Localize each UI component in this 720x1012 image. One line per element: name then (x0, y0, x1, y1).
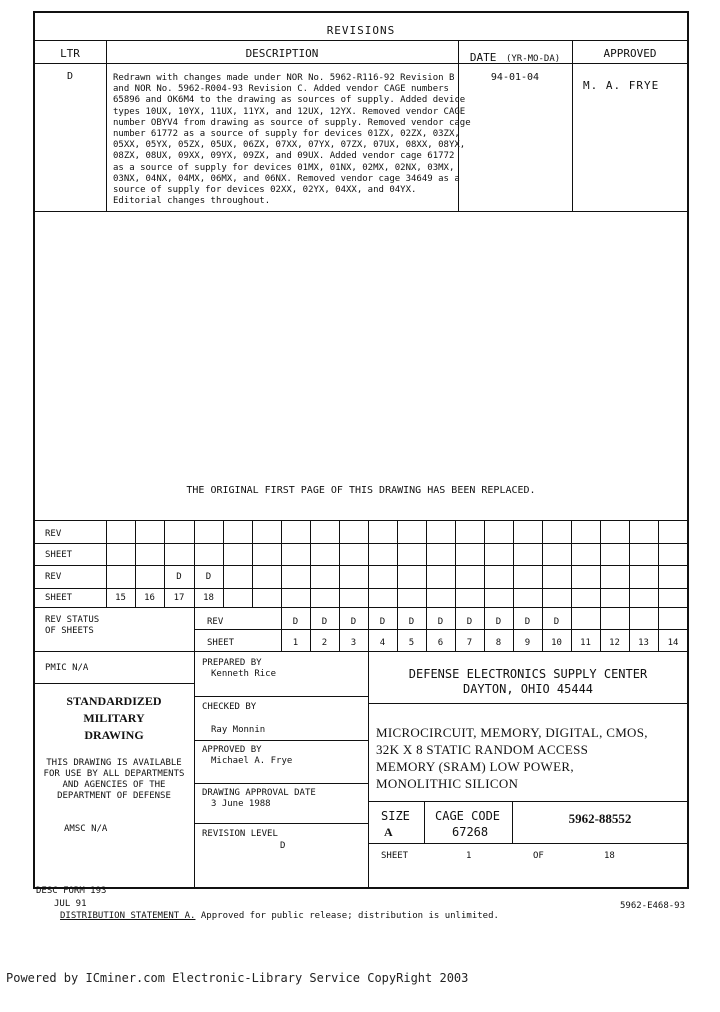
rev-status-cell-2: D (321, 617, 328, 627)
supply-center-name: DEFENSE ELECTRONICS SUPPLY CENTER (408, 667, 648, 681)
col-ltr-header: LTR (60, 47, 80, 60)
status-sheet-1: 1 (292, 638, 299, 648)
col-description-header: DESCRIPTION (245, 47, 319, 60)
status-sheet-8: 8 (495, 638, 502, 648)
prepared-by-name: Kenneth Rice (211, 669, 277, 679)
prepared-by-label: PREPARED BY (202, 658, 262, 668)
status-sheet-2: 2 (321, 638, 328, 648)
rev-label-row5: REV (207, 617, 224, 627)
status-sheet-14: 14 (667, 638, 679, 648)
supply-center-location: DAYTON, OHIO 45444 (462, 682, 594, 696)
form-number: DESC FORM 193 (36, 886, 107, 896)
status-sheet-3: 3 (350, 638, 357, 648)
status-sheet-6: 6 (437, 638, 444, 648)
powered-by-notice: Powered by ICminer.com Electronic-Library Service CopyRight 2003 (6, 971, 469, 985)
status-sheet-12: 12 (609, 638, 620, 648)
approved-by-name: Michael A. Frye (211, 756, 293, 766)
cage-code-label: CAGE CODE (435, 809, 501, 823)
rev-status-cell-10: D (553, 617, 560, 627)
status-sheet-13: 13 (638, 638, 649, 648)
sheet-value: 1 (466, 851, 472, 861)
status-sheet-4: 4 (379, 638, 386, 648)
revision-approved: M. A. FRYE (583, 79, 660, 92)
pmic-label: PMIC N/A (45, 663, 89, 673)
replaced-notice: THE ORIGINAL FIRST PAGE OF THIS DRAWING HAS BEEN REPLACED. (186, 485, 536, 496)
sheet-label-row4: SHEET (45, 593, 73, 603)
title-line-2: 32K X 8 STATIC RANDOM ACCESS (376, 742, 589, 757)
checked-by-label: CHECKED BY (202, 702, 257, 712)
of-value: 18 (604, 851, 615, 861)
drawing-number: 5962-88552 (568, 811, 632, 826)
of-label: OF (533, 851, 544, 861)
approved-by-label: APPROVED BY (202, 745, 262, 755)
size-value: A (384, 825, 393, 839)
revision-date: 94-01-04 (490, 72, 540, 83)
approval-date-value: 3 June 1988 (211, 799, 271, 809)
amsc-label: AMSC N/A (64, 824, 108, 834)
rev-status-cell-3: D (350, 617, 357, 627)
standardized-title: STANDARDIZED (66, 694, 162, 708)
revision-description: Redrawn with changes made under NOR No. 5962-R116-92 Revision B and NOR No. 5962-R004-93 Revision C. Added vendor CAGE numbers 65896 and OK6M4 to the drawing as sources of supply. Added device types 10UX, 10YX, 11UX, 11YX, and 12UX, 12YX. Removed vendor CAGE number OBYV4 from drawing as source of supply. Removed vendor cage number 61772 as a source of supply for devices 01ZX, 02ZX, 03ZX, 05XX, 05YX, 05ZX, 05UX, 06ZX, 07XX, 07YX, 07ZX, 07UX, 08XX, 08YX, 08ZX, 08UX, 09XX, 09YX, 09ZX, and 09UX. Added vendor cage 61772 as a source of supply for devices 01MX, 01NX, 02MX, 02NX, 03MX, 03NX, 04NX, 04MX, 06MX, and 06NX. Removed vendor cage 34649 as a source of supply for devices 02XX, 02YX, 04XX, and 04YX. Editorial changes throughout. (113, 73, 471, 207)
revision-level-value: D (280, 841, 286, 851)
sheet-cell-15: 15 (115, 593, 126, 603)
title-line-4: MONOLITHIC SILICON (376, 776, 519, 791)
document-number: 5962-E468-93 (620, 901, 686, 911)
rev-status-cell-7: D (466, 617, 473, 627)
cage-code-value: 67268 (452, 825, 489, 839)
checked-by-name: Ray Monnin (211, 725, 266, 735)
rev-status-cell-1: D (292, 617, 299, 627)
sheet-label: SHEET (381, 851, 409, 861)
status-sheet-7: 7 (466, 638, 473, 648)
col-date-header: DATE (YR-MO-DA) (469, 51, 561, 64)
revisions-title: REVISIONS (326, 24, 396, 37)
approval-date-label: DRAWING APPROVAL DATE (202, 788, 316, 798)
rev-cell-sheet-18: D (205, 572, 212, 582)
availability-line-4: DEPARTMENT OF DEFENSE (57, 791, 171, 801)
rev-status-cell-5: D (408, 617, 415, 627)
rev-label-row1: REV (45, 529, 62, 539)
form-date: JUL 91 (54, 899, 87, 909)
rev-cell-sheet-17: D (176, 572, 182, 582)
availability-line-1: THIS DRAWING IS AVAILABLE (46, 758, 182, 768)
sheet-label-row2: SHEET (45, 550, 73, 560)
rev-status-label-1: REV STATUS (45, 615, 100, 625)
revision-level-label: REVISION LEVEL (202, 829, 278, 839)
status-sheet-11: 11 (580, 638, 591, 648)
rev-label-row3: REV (45, 572, 62, 582)
status-sheet-10: 10 (551, 638, 562, 648)
distribution-statement: DISTRIBUTION STATEMENT A. Approved for public release; distribution is unlimited. (60, 911, 499, 921)
sheet-label-row6: SHEET (207, 638, 235, 648)
rev-status-cell-8: D (495, 617, 502, 627)
status-sheet-9: 9 (524, 638, 531, 648)
rev-status-cell-9: D (524, 617, 531, 627)
title-line-3: MEMORY (SRAM) LOW POWER, (376, 759, 574, 774)
col-approved-header: APPROVED (603, 47, 657, 60)
availability-line-2: FOR USE BY ALL DEPARTMENTS (43, 769, 185, 779)
drawing-title: DRAWING (84, 728, 144, 742)
rev-status-cell-6: D (437, 617, 444, 627)
size-label: SIZE (381, 809, 410, 823)
revision-ltr: D (66, 71, 74, 82)
status-sheet-5: 5 (408, 638, 415, 648)
sheet-cell-18: 18 (203, 593, 214, 603)
military-title: MILITARY (83, 711, 145, 725)
availability-line-3: AND AGENCIES OF THE (62, 780, 166, 790)
sheet-cell-17: 17 (173, 593, 185, 603)
title-line-1: MICROCIRCUIT, MEMORY, DIGITAL, CMOS, (376, 725, 648, 740)
sheet-cell-16: 16 (144, 593, 155, 603)
rev-status-label-2: OF SHEETS (45, 626, 94, 636)
rev-status-cell-4: D (379, 617, 386, 627)
